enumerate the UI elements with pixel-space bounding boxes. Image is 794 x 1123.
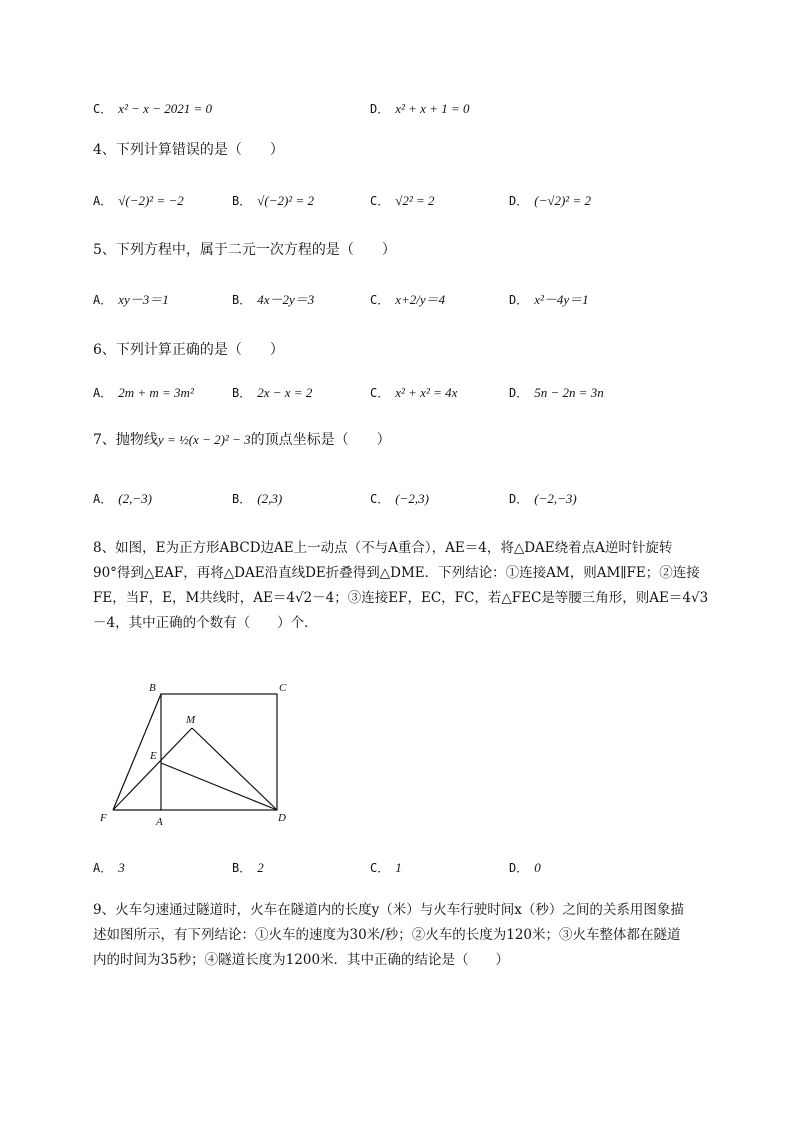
q5-option-c[interactable] xyxy=(370,289,445,312)
option-label: C． xyxy=(370,194,390,208)
q7-formula: y = ½(x − 2)² − 3 xyxy=(157,432,251,447)
q4-option-c[interactable] xyxy=(370,190,435,213)
q8-line-2: 90°得到△EAF，再将△DAE沿直线DE折叠得到△DME．下列结论：①连接AM，则AM∥FE；②连接 xyxy=(93,565,700,581)
q8-geometry-figure xyxy=(88,675,308,835)
q6-option-a[interactable] xyxy=(93,382,194,405)
option-label: B． xyxy=(232,861,252,875)
question-8-text xyxy=(93,536,713,636)
q7-option-a[interactable] xyxy=(93,488,152,511)
option-label: D． xyxy=(509,492,529,506)
question-6-stem: 6、下列计算正确的是（ ） xyxy=(93,342,284,358)
option-expr: x² − x − 2021 = 0 xyxy=(118,101,212,116)
option-label: A． xyxy=(93,861,113,875)
option-expr: 1 xyxy=(395,860,402,875)
question-4-stem: 4、下列计算错误的是（ ） xyxy=(93,142,284,158)
option-expr: x² + x + 1 = 0 xyxy=(395,101,470,116)
option-expr: x+2/y＝4 xyxy=(395,292,446,307)
option-label: B． xyxy=(232,492,252,506)
question-7-stem xyxy=(93,429,391,451)
option-expr: 3 xyxy=(118,860,125,875)
option-expr: √(−2)² = −2 xyxy=(118,193,184,208)
option-expr: √(−2)² = 2 xyxy=(257,193,314,208)
segment-ed xyxy=(161,763,277,810)
option-label: A． xyxy=(93,293,113,307)
q8-line-1: 8、如图，E为正方形ABCD边AE上一动点（不与A重合），AE＝4，将△DAE绕着点A逆时针旋转 xyxy=(93,540,673,556)
q6-option-c[interactable] xyxy=(370,382,457,405)
option-expr: (2,−3) xyxy=(118,491,152,506)
q3-option-c[interactable] xyxy=(93,98,212,121)
option-expr: (2,3) xyxy=(257,491,283,506)
label-e: E xyxy=(150,750,157,762)
q4-option-a[interactable] xyxy=(93,190,184,213)
q7-stem-suffix: 的顶点坐标是（ ） xyxy=(250,432,391,448)
option-expr: (−2,−3) xyxy=(534,491,577,506)
q9-line-2: 述如图所示，有下列结论：①火车的速度为30米/秒；②火车的长度为120米；③火车整体都在隧道 xyxy=(93,927,681,943)
q5-option-a[interactable] xyxy=(93,289,169,312)
q9-line-3: 内的时间为35秒；④隧道长度为1200米．其中正确的结论是（ ） xyxy=(93,952,510,968)
option-expr: x² + x² = 4x xyxy=(395,385,458,400)
q7-option-c[interactable] xyxy=(370,488,429,511)
option-label: C． xyxy=(370,293,390,307)
label-m: M xyxy=(186,714,196,726)
option-label: C． xyxy=(370,861,390,875)
q7-stem-prefix: 7、抛物线 xyxy=(93,432,158,448)
option-label: D． xyxy=(370,102,390,116)
q8-option-a[interactable] xyxy=(93,857,125,880)
option-expr: 2m + m = 3m² xyxy=(118,385,194,400)
option-label: B． xyxy=(232,194,252,208)
option-label: A． xyxy=(93,386,113,400)
option-label: A． xyxy=(93,492,113,506)
option-label: D． xyxy=(509,293,529,307)
q7-option-d[interactable] xyxy=(509,488,577,511)
option-label: C． xyxy=(370,492,390,506)
label-d: D xyxy=(278,812,286,824)
option-label: D． xyxy=(509,386,529,400)
q8-option-d[interactable] xyxy=(509,857,541,880)
q5-option-d[interactable] xyxy=(509,289,589,312)
question-5-stem: 5、下列方程中，属于二元一次方程的是（ ） xyxy=(93,242,396,258)
option-expr: xy－3＝1 xyxy=(118,292,169,307)
q5-option-b[interactable] xyxy=(232,289,314,312)
q9-line-1: 9、火车匀速通过隧道时，火车在隧道内的长度y（米）与火车行驶时间x（秒）之间的关系用图象描 xyxy=(93,902,684,918)
option-expr: (−√2)² = 2 xyxy=(534,193,591,208)
label-c: C xyxy=(279,682,287,694)
q8-option-b[interactable] xyxy=(232,857,264,880)
label-f: F xyxy=(100,812,107,824)
option-expr: (−2,3) xyxy=(395,491,429,506)
option-expr: √2² = 2 xyxy=(395,193,435,208)
option-label: D． xyxy=(509,194,529,208)
option-label: C． xyxy=(370,386,390,400)
q4-option-b[interactable] xyxy=(232,190,314,213)
segment-md xyxy=(192,728,277,810)
label-a: A xyxy=(156,816,163,828)
option-expr: x²－4y＝1 xyxy=(534,292,589,307)
option-label: A． xyxy=(93,194,113,208)
q4-option-d[interactable] xyxy=(509,190,591,213)
label-b: B xyxy=(149,682,156,694)
q8-line-4: －4，其中正确的个数有（ ）个． xyxy=(93,615,318,631)
question-9-text xyxy=(93,898,713,973)
option-label: D． xyxy=(509,861,529,875)
option-label: C． xyxy=(93,102,113,116)
option-expr: 2 xyxy=(257,860,264,875)
q3-option-d[interactable] xyxy=(370,98,470,121)
option-label: B． xyxy=(232,386,252,400)
segment-fm xyxy=(113,728,192,810)
q8-option-c[interactable] xyxy=(370,857,402,880)
option-expr: 2x − x = 2 xyxy=(257,385,313,400)
option-label: B． xyxy=(232,293,252,307)
option-expr: 4x－2y＝3 xyxy=(257,292,315,307)
q7-option-b[interactable] xyxy=(232,488,282,511)
q6-option-d[interactable] xyxy=(509,382,604,405)
option-expr: 0 xyxy=(534,860,541,875)
option-expr: 5n − 2n = 3n xyxy=(534,385,604,400)
q6-option-b[interactable] xyxy=(232,382,312,405)
q8-line-3: FE，当F，E，M共线时，AE＝4√2－4；③连接EF，EC，FC，若△FEC是等腰三角形，则AE＝4√3 xyxy=(93,590,709,606)
